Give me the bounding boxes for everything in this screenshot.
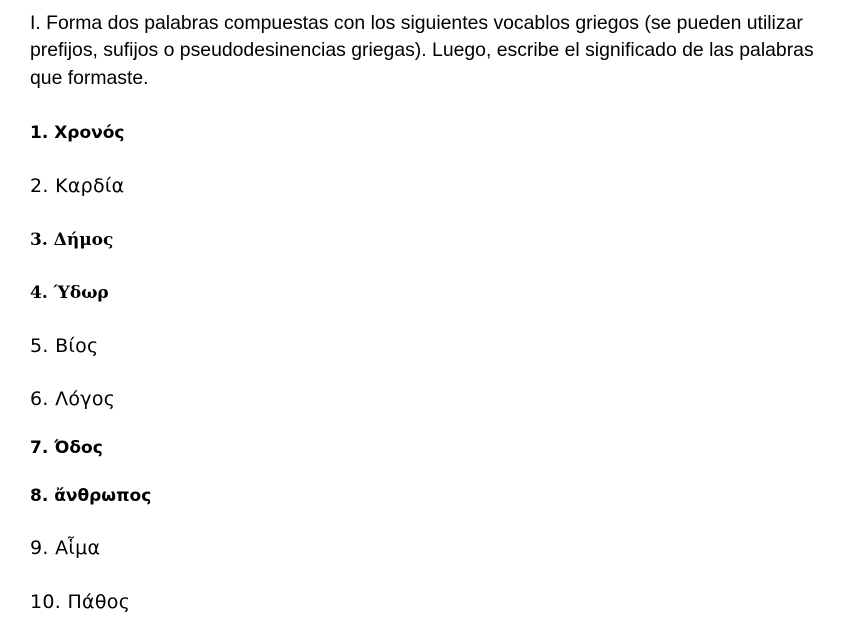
list-item-10: 10. Πάθος <box>30 591 131 613</box>
list-item-3: 3. Δήμος <box>30 230 114 250</box>
list-item-7: 7. Όδος <box>30 438 103 458</box>
instructions-text: I. Forma dos palabras compuestas con los siguientes vocablos griegos (se pueden utilizar prefijos, sufijos o pseudodesinencias griegas). Luego, escribe el significado de las palabras que formaste. <box>30 12 814 89</box>
list-item-1: 1. Χρονός <box>30 123 125 143</box>
list-item-6: 6. Λόγος <box>30 388 116 410</box>
list-item-5: 5. Βίος <box>30 335 99 357</box>
list-item-2: 2. Καρδία <box>30 175 125 197</box>
list-item-9: 9. Αἷμα <box>30 537 101 559</box>
list-item-8: 8. ἄνθρωπος <box>30 486 152 506</box>
list-item-4: 4. Ύδωρ <box>30 283 109 303</box>
